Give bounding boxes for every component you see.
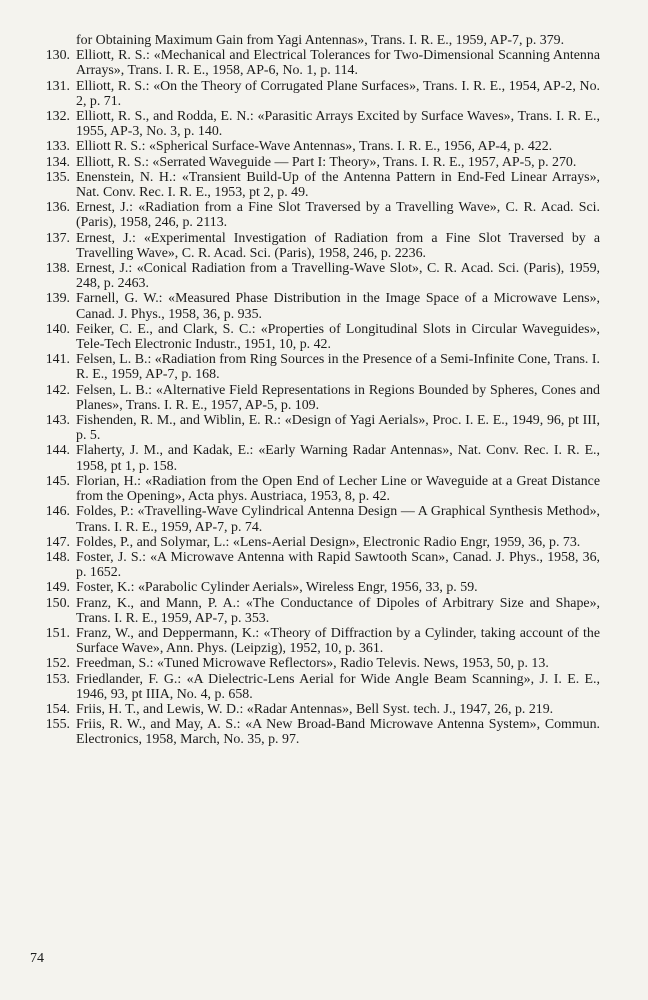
reference-entry (22, 474, 600, 504)
reference-entry (22, 261, 600, 291)
reference-entry (22, 139, 600, 154)
reference-text: Franz, K., and Mann, P. A.: «The Conductance of Dipoles of Arbitrary Size and Shape», Trans. I. R. E., 1959, AP-7, p. 353. (76, 595, 600, 626)
reference-text: Friedlander, F. G.: «A Dielectric-Lens Aerial for Wide Angle Beam Scanning», J. I. E. E., 1946, 93, pt IIIA, No. 4, p. 658. (76, 671, 600, 702)
reference-entry (22, 413, 600, 443)
reference-entry (22, 383, 600, 413)
reference-text: Elliott, R. S.: «Serrated Waveguide — Part I: Theory», Trans. I. R. E., 1957, AP-5, p. 270. (76, 154, 577, 170)
reference-number: 138. (45, 261, 70, 277)
reference-text: Foldes, P., and Solymar, L.: «Lens-Aerial Design», Electronic Radio Engr, 1959, 36, p. 73. (76, 534, 581, 550)
reference-entry (22, 170, 600, 200)
reference-text: Elliott, R. S.: «Mechanical and Electrical Tolerances for Two-Dimensional Scanning Antenna Arrays», Trans. I. R. E., 1958, AP-6, No. 1, p. 114. (76, 48, 600, 79)
reference-entry (22, 48, 600, 78)
reference-number: 140. (45, 321, 70, 337)
reference-text: Farnell, G. W.: «Measured Phase Distribution in the Image Space of a Microwave Lens», Canad. J. Phys., 1958, 36, p. 935. (76, 291, 600, 322)
reference-number: 132. (45, 109, 70, 125)
reference-text: Ernest, J.: «Radiation from a Fine Slot Traversed by a Travelling Wave», C. R. Acad. Sci. (Paris), 1958, 246, p. 2113. (76, 200, 600, 231)
reference-number: 144. (45, 443, 70, 459)
reference-number: 130. (45, 48, 70, 64)
reference-text: Foldes, P.: «Travelling-Wave Cylindrical Antenna Design — A Graphical Synthesis Method», Trans. I. R. E., 1959, AP-7, p. 74. (76, 504, 600, 535)
reference-text: Elliott R. S.: «Spherical Surface-Wave Antennas», Trans. I. R. E., 1956, AP-4, p. 422. (76, 139, 553, 155)
reference-number: 153. (45, 671, 70, 687)
reference-text: Foster, K.: «Parabolic Cylinder Aerials», Wireless Engr, 1956, 33, p. 59. (76, 580, 478, 596)
reference-number: 152. (45, 656, 70, 672)
reference-entry (22, 352, 600, 382)
reference-text: Felsen, L. B.: «Radiation from Ring Sources in the Presence of a Semi-Infinite Cone, Trans. I. R. E., 1959, AP-7, p. 168. (76, 352, 600, 383)
reference-text: Franz, W., and Deppermann, K.: «Theory of Diffraction by a Cylinder, taking account of the Surface Wave», Ann. Phys. (Leipzig), 1952, 10, p. 361. (76, 625, 600, 657)
reference-text: Elliott, R. S., and Rodda, E. N.: «Parasitic Arrays Excited by Surface Waves», Trans. I. R. E., 1955, AP-3, No. 3, p. 140. (76, 109, 600, 140)
reference-number: 150. (45, 595, 70, 611)
reference-entry (22, 596, 600, 626)
reference-entry (22, 504, 600, 534)
reference-number: 133. (45, 139, 70, 155)
reference-entry (22, 231, 600, 261)
reference-number: 131. (45, 78, 70, 94)
reference-text: Friis, H. T., and Lewis, W. D.: «Radar Antennas», Bell Syst. tech. J., 1947, 26, p. 219. (76, 701, 554, 717)
reference-number: 149. (45, 580, 70, 596)
reference-text: Foster, J. S.: «A Microwave Antenna with Rapid Sawtooth Scan», Canad. J. Phys., 1958, 36, p. 1652. (76, 549, 600, 581)
reference-entry (22, 717, 600, 747)
reference-entry (22, 535, 600, 550)
reference-number: 141. (45, 352, 70, 368)
reference-number: 142. (45, 382, 70, 398)
reference-text: Flaherty, J. M., and Kadak, E.: «Early Warning Radar Antennas», Nat. Conv. Rec. I. R. E., 1958, pt 1, p. 158. (76, 443, 600, 474)
reference-text: Ernest, J.: «Conical Radiation from a Travelling-Wave Slot», C. R. Acad. Sci. (Paris), 1959, 248, p. 2463. (76, 261, 600, 292)
reference-text: for Obtaining Maximum Gain from Yagi Antennas», Trans. I. R. E., 1959, AP-7, p. 379. (76, 33, 565, 48)
reference-entry (22, 33, 600, 48)
reference-entry (22, 155, 600, 170)
reference-list (22, 33, 600, 748)
reference-number: 155. (45, 717, 70, 733)
reference-entry (22, 109, 600, 139)
reference-entry (22, 580, 600, 595)
reference-entry (22, 200, 600, 230)
reference-entry (22, 443, 600, 473)
reference-number: 137. (45, 230, 70, 246)
reference-entry (22, 626, 600, 656)
reference-number: 139. (45, 291, 70, 307)
reference-number: 147. (45, 534, 70, 550)
reference-text: Freedman, S.: «Tuned Microwave Reflectors», Radio Televis. News, 1953, 50, p. 13. (76, 656, 549, 672)
reference-entry (22, 672, 600, 702)
reference-entry (22, 550, 600, 580)
reference-number: 135. (45, 169, 70, 185)
reference-text: Felsen, L. B.: «Alternative Field Representations in Regions Bounded by Spheres, Cones and Planes», Trans. I. R. E., 1957, AP-5, p. 109. (76, 382, 600, 413)
reference-entry (22, 291, 600, 321)
reference-entry (22, 702, 600, 717)
reference-entry (22, 322, 600, 352)
reference-number: 154. (45, 701, 70, 717)
reference-text: Friis, R. W., and May, A. S.: «A New Broad-Band Microwave Antenna System», Commun. Electronics, 1958, March, No. 35, p. 97. (76, 717, 600, 748)
reference-text: Enenstein, N. H.: «Transient Build-Up of the Antenna Pattern in End-Fed Linear Arrays», Nat. Conv. Rec. I. R. E., 1953, pt 2, p. 49. (76, 169, 600, 201)
reference-number: 134. (45, 154, 70, 170)
reference-number: 151. (45, 625, 70, 641)
reference-number: 136. (45, 200, 70, 216)
reference-text: Feiker, C. E., and Clark, S. C.: «Properties of Longitudinal Slots in Circular Waveguides», Tele-Tech Electronic Industr., 1951, 10, p. 42. (76, 321, 600, 353)
reference-entry (22, 79, 600, 109)
page-number: 74 (30, 951, 44, 966)
reference-number: 146. (45, 504, 70, 520)
reference-text: Florian, H.: «Radiation from the Open End of Lecher Line or Waveguide at a Great Distance from the Opening», Acta phys. Austriaca, 1953, 8, p. 42. (76, 473, 600, 505)
reference-entry (22, 656, 600, 671)
reference-number: 143. (45, 413, 70, 429)
reference-number: 148. (45, 549, 70, 565)
reference-text: Elliott, R. S.: «On the Theory of Corrugated Plane Surfaces», Trans. I. R. E., 1954, AP-2, No. 2, p. 71. (76, 78, 600, 109)
reference-number: 145. (45, 473, 70, 489)
reference-text: Fishenden, R. M., and Wiblin, E. R.: «Design of Yagi Aerials», Proc. I. E. E., 1949, 96, pt III, p. 5. (76, 413, 600, 444)
reference-text: Ernest, J.: «Experimental Investigation of Radiation from a Fine Slot Traversed by a Travelling Wave», C. R. Acad. Sci. (Paris), 1958, 246, p. 2236. (76, 230, 600, 261)
